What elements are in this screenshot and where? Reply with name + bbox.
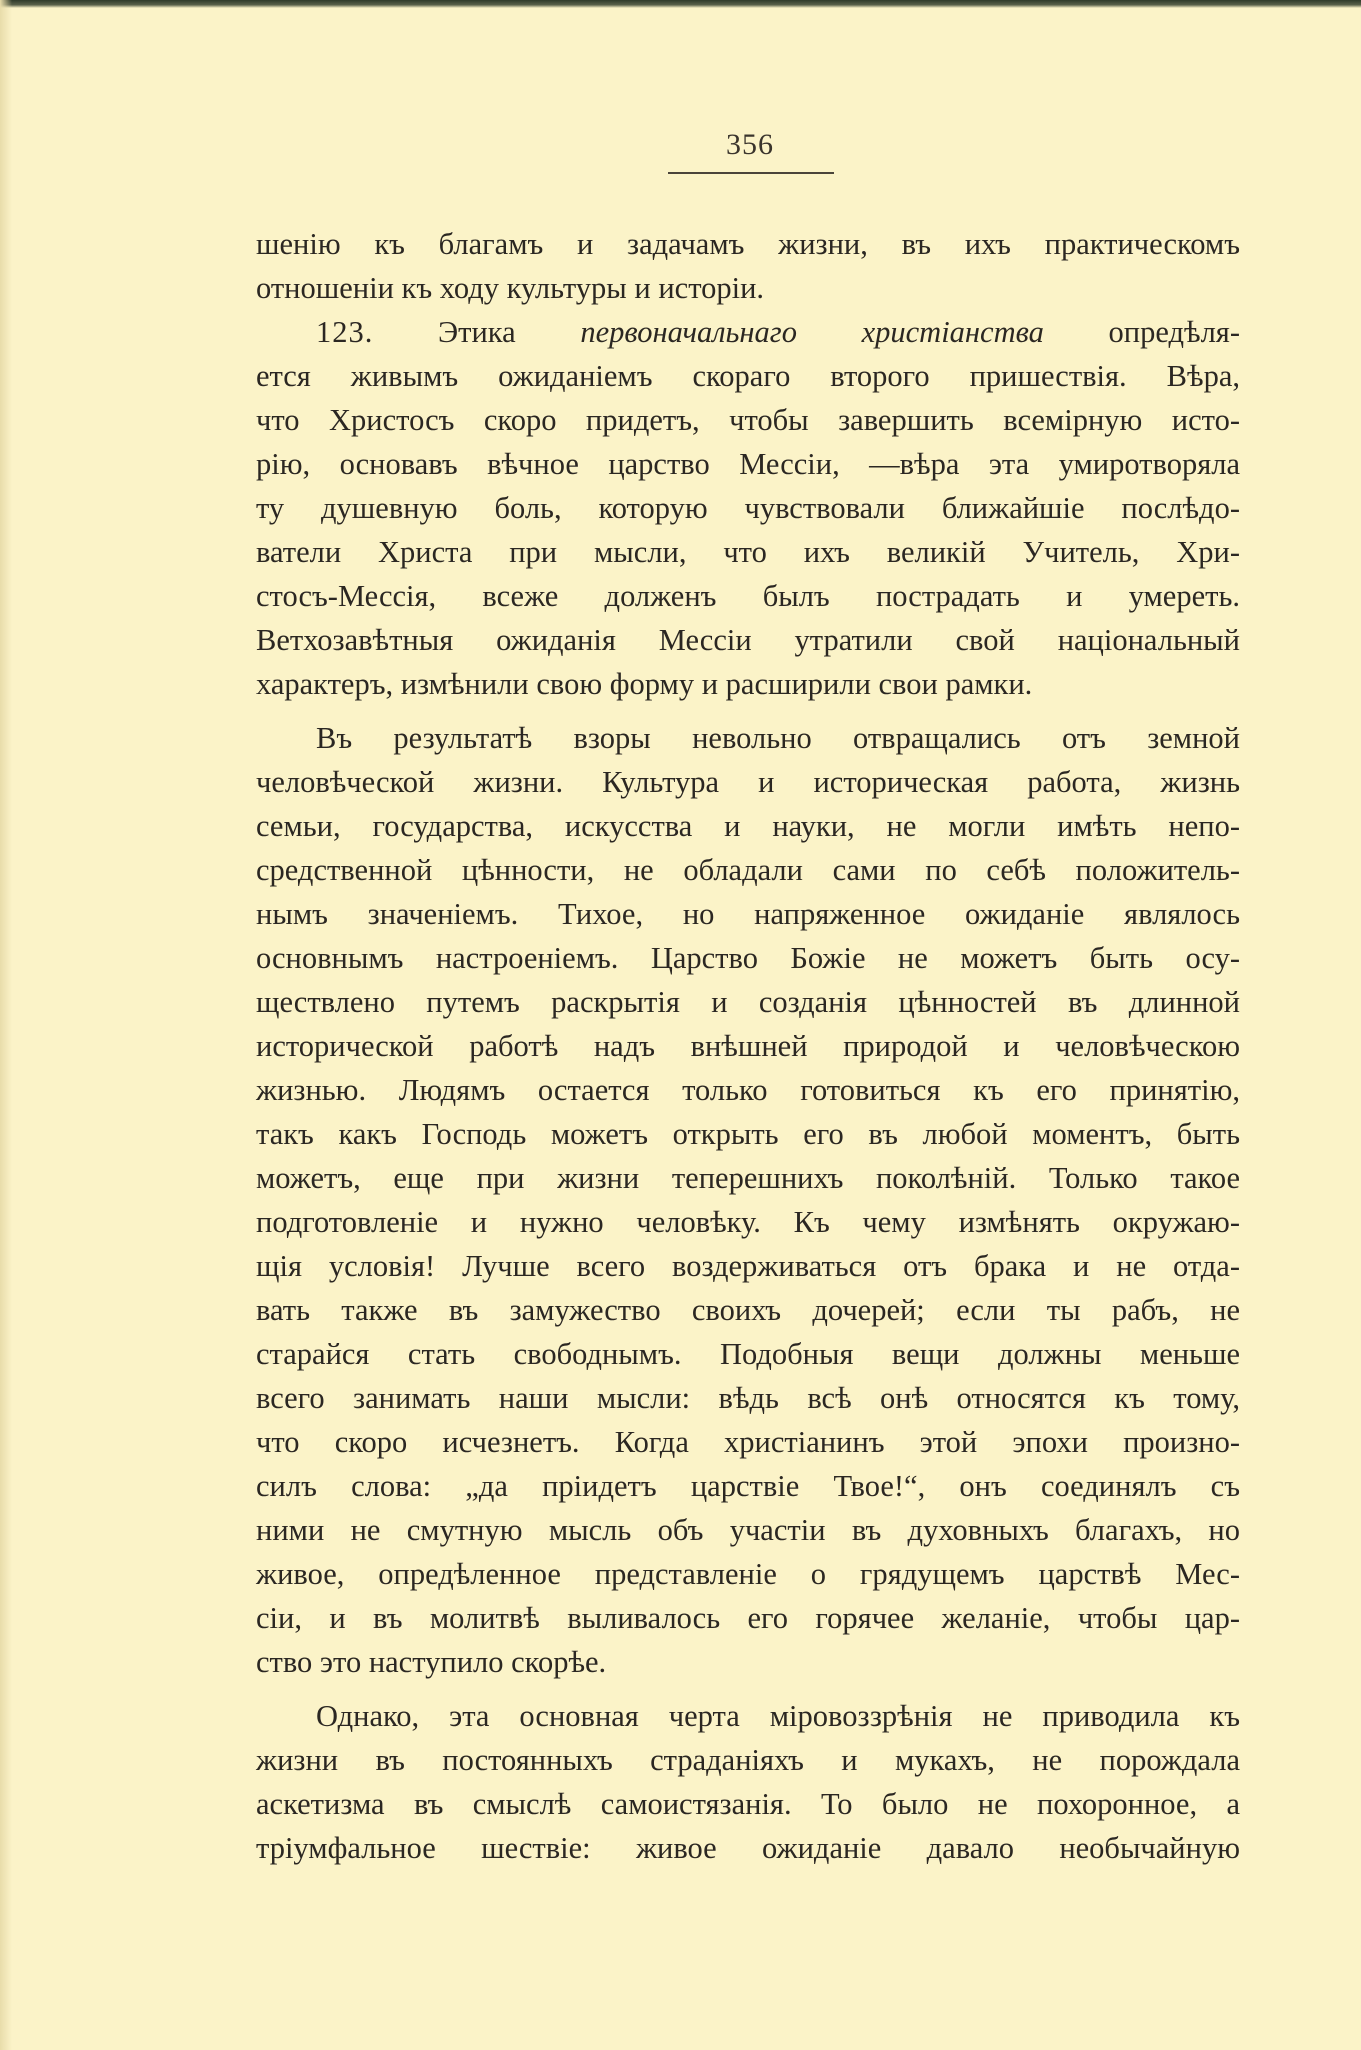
text-line: исторической работѣ надъ внѣшней природой и человѣческою: [256, 1029, 1240, 1063]
text-line: вать также въ замужество своихъ дочерей; если ты рабъ, не: [256, 1293, 1240, 1327]
text-line: ними не смутную мысль объ участіи въ духовныхъ благахъ, но: [256, 1513, 1240, 1547]
italic-emphasis: первоначальнаго христіанства: [580, 315, 1044, 349]
text-line-section-start: [256, 310, 1240, 354]
text-line: ту душевную боль, которую чувствовали ближайшіе послѣдо-: [256, 491, 1240, 525]
paragraph-gap: [256, 706, 1240, 716]
page-number: 356: [726, 128, 774, 161]
text-line: характеръ, измѣнили свою форму и расширили свои рамки.: [256, 667, 1033, 701]
text-line: шенію къ благамъ и задачамъ жизни, въ ихъ практическомъ: [256, 227, 1240, 261]
text-run: опредѣля-: [1043, 315, 1240, 349]
text-line: такъ какъ Господь можетъ открыть его въ любой моментъ, быть: [256, 1117, 1240, 1151]
text-line: всего занимать наши мысли: вѣдь всѣ онѣ относятся къ тому,: [256, 1381, 1240, 1415]
text-line: отношеніи къ ходу культуры и исторіи.: [256, 271, 765, 305]
paragraph-continuation: [256, 222, 1240, 310]
text-column: [256, 222, 1240, 1870]
text-line: ществлено путемъ раскрытія и созданія цѣнностей въ длинной: [256, 985, 1240, 1019]
scan-left-edge: [0, 0, 12, 2050]
section-number: 123.: [316, 315, 374, 349]
scan-top-edge: [0, 0, 1361, 8]
text-line: что скоро исчезнетъ. Когда христіанинъ этой эпохи произно-: [256, 1425, 1240, 1459]
text-line: старайся стать свободнымъ. Подобныя вещи должны меньше: [256, 1337, 1240, 1371]
text-line: нымъ значеніемъ. Тихое, но напряженное ожиданіе являлось: [256, 897, 1240, 931]
text-line: живое, опредѣленное представленіе о грядущемъ царствѣ Мес-: [256, 1557, 1240, 1591]
text-line: ется живымъ ожиданіемъ скораго второго пришествія. Вѣра,: [256, 359, 1240, 393]
text-run: Этика: [373, 315, 581, 349]
text-line: основнымъ настроеніемъ. Царство Божіе не можетъ быть осу-: [256, 941, 1240, 975]
text-line: тріумфальное шествіе: живое ожиданіе давало необычайную: [256, 1831, 1240, 1865]
text-line: стосъ-Мессія, всеже долженъ былъ пострадать и умереть.: [256, 579, 1240, 613]
text-line: Ветхозавѣтныя ожиданія Мессіи утратили свой національный: [256, 623, 1240, 657]
text-line: средственной цѣнности, не обладали сами по себѣ положитель-: [256, 853, 1240, 887]
text-line: ватели Христа при мысли, что ихъ великій Учитель, Хри-: [256, 535, 1240, 569]
text-line: подготовленіе и нужно человѣку. Къ чему измѣнять окружаю-: [256, 1205, 1240, 1239]
text-line: жизнью. Людямъ остается только готовиться къ его принятію,: [256, 1073, 1240, 1107]
page-number-rule: [668, 172, 834, 174]
text-line: жизни въ постоянныхъ страданіяхъ и мукахъ, не порождала: [256, 1743, 1240, 1777]
text-line: человѣческой жизни. Культура и историческая работа, жизнь: [256, 765, 1240, 799]
text-line: рію, основавъ вѣчное царство Мессіи, —вѣра эта умиротворяла: [256, 447, 1240, 481]
paragraph-result: [256, 716, 1240, 1684]
paragraph-gap: [256, 1684, 1240, 1694]
text-line: можетъ, еще при жизни теперешнихъ поколѣній. Только такое: [256, 1161, 1240, 1195]
paragraph-section-123: [256, 310, 1240, 706]
text-line: аскетизма въ смыслѣ самоистязанія. То было не похоронное, а: [256, 1787, 1240, 1821]
text-line: Въ результатѣ взоры невольно отвращались отъ земной: [316, 721, 1240, 755]
text-line: силъ слова: „да пріидетъ царствіе Твое!“, онъ соединялъ съ: [256, 1469, 1240, 1503]
text-line: ство это наступило скорѣе.: [256, 1645, 607, 1679]
text-line: щія условія! Лучше всего воздерживаться отъ брака и не отда-: [256, 1249, 1240, 1283]
text-line: семьи, государства, искусства и науки, не могли имѣть непо-: [256, 809, 1240, 843]
text-line: сіи, и въ молитвѣ выливалось его горячее желаніе, чтобы цар-: [256, 1601, 1240, 1635]
text-line: Однако, эта основная черта міровоззрѣнія не приводила къ: [316, 1699, 1240, 1733]
paragraph-however: [256, 1694, 1240, 1870]
text-line: что Христосъ скоро придетъ, чтобы завершить всемірную исто-: [256, 403, 1240, 437]
